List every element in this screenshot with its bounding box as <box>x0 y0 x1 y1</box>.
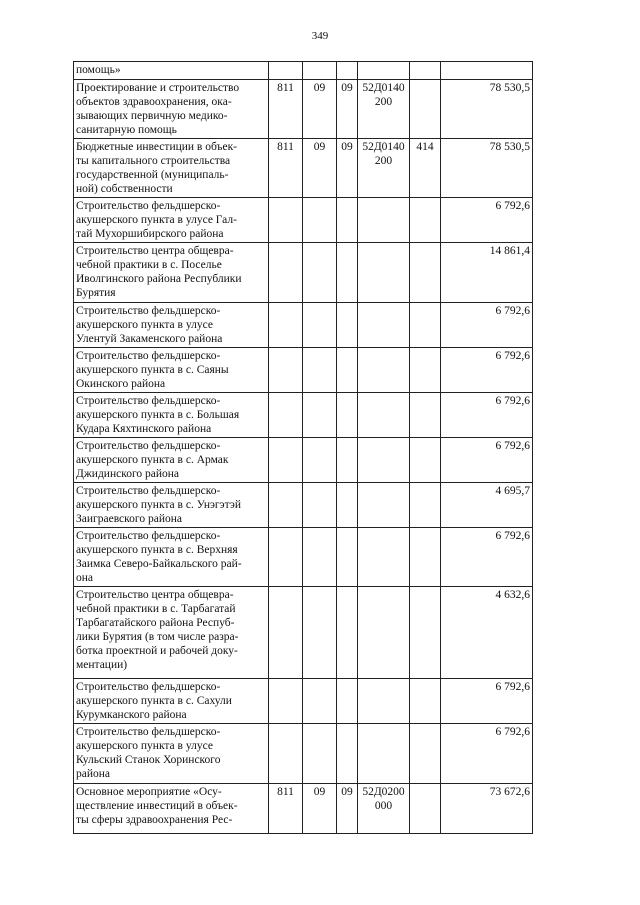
expense-type-cell <box>410 393 441 438</box>
subsection-cell <box>337 438 358 483</box>
row-name-line: лики Бурятия (в том числе разра- <box>76 631 239 643</box>
expense-type-cell <box>410 243 441 303</box>
row-name-line: чебной практики в с. Поселье <box>76 259 222 271</box>
table-row <box>74 303 533 348</box>
row-name-line: района <box>76 768 111 780</box>
table-row <box>74 80 533 139</box>
row-name-line: акушерского пункта в с. Сахули <box>76 695 232 707</box>
section-cell <box>303 348 337 393</box>
row-name-cell <box>74 393 269 438</box>
grbs-cell <box>269 303 303 348</box>
row-name-line: Джидинского района <box>76 468 180 480</box>
target-item-line: 200 <box>374 155 393 167</box>
section-cell: 09 <box>303 784 337 834</box>
row-name-line: Строительство фельдшерско- <box>76 485 221 497</box>
row-name-line: Строительство фельдшерско- <box>76 440 221 452</box>
row-name-line: объектов здравоохранения, ока- <box>76 96 232 108</box>
subsection-cell <box>337 303 358 348</box>
row-name-line: помощь» <box>76 64 121 76</box>
amount-cell: 6 792,6 <box>441 528 533 587</box>
section-cell <box>303 587 337 679</box>
row-name-line: акушерского пункта в с. Саяны <box>76 364 229 376</box>
target-item-cell <box>358 587 410 679</box>
table-body <box>74 62 533 834</box>
amount-cell: 4 632,6 <box>441 587 533 679</box>
row-name-cell <box>74 62 269 80</box>
section-cell <box>303 303 337 348</box>
target-item-cell <box>358 528 410 587</box>
subsection-cell <box>337 724 358 784</box>
row-name-cell <box>74 139 269 198</box>
row-name-line: Кульский Станок Хоринского <box>76 754 221 766</box>
subsection-cell <box>337 348 358 393</box>
expense-type-cell <box>410 528 441 587</box>
grbs-cell: 811 <box>269 80 303 139</box>
amount-cell <box>441 62 533 80</box>
section-cell <box>303 393 337 438</box>
row-name-cell <box>74 438 269 483</box>
grbs-cell <box>269 483 303 528</box>
row-name-line: Кудара Кяхтинского района <box>76 423 212 435</box>
table-row <box>74 679 533 724</box>
row-name-line: Бурятия <box>76 287 116 299</box>
section-cell <box>303 483 337 528</box>
row-name-line: Иволгинского района Республики <box>76 273 242 285</box>
section-cell <box>303 438 337 483</box>
target-item-cell <box>358 243 410 303</box>
subsection-cell <box>337 528 358 587</box>
target-item-line: 000 <box>374 800 393 812</box>
row-name-cell <box>74 80 269 139</box>
row-name-line: Строительство фельдшерско- <box>76 681 221 693</box>
row-name-line: Строительство фельдшерско- <box>76 305 221 317</box>
section-cell <box>303 528 337 587</box>
grbs-cell <box>269 243 303 303</box>
target-item-cell <box>358 483 410 528</box>
row-name-line: Строительство центра общевра- <box>76 245 234 257</box>
target-item-cell <box>358 198 410 243</box>
row-name-line: Основное мероприятие «Осу- <box>76 786 222 798</box>
table-row <box>74 528 533 587</box>
row-name-line: Строительство центра общевра- <box>76 589 234 601</box>
row-name-line: государственной (муниципаль- <box>76 169 229 181</box>
expense-type-cell <box>410 587 441 679</box>
amount-cell: 6 792,6 <box>441 348 533 393</box>
grbs-cell: 811 <box>269 784 303 834</box>
expense-type-cell <box>410 679 441 724</box>
subsection-cell: 09 <box>337 80 358 139</box>
amount-cell: 6 792,6 <box>441 303 533 348</box>
row-name-line: Строительство фельдшерско- <box>76 200 221 212</box>
expense-type-cell <box>410 724 441 784</box>
row-name-cell <box>74 483 269 528</box>
amount-cell: 4 695,7 <box>441 483 533 528</box>
row-name-cell <box>74 348 269 393</box>
row-name-line: зывающих первичную медико- <box>76 110 228 122</box>
row-name-cell <box>74 243 269 303</box>
row-name-line: Окинского района <box>76 378 166 390</box>
row-name-line: акушерского пункта в улусе <box>76 740 213 752</box>
grbs-cell <box>269 348 303 393</box>
table-row <box>74 139 533 198</box>
expense-type-cell <box>410 80 441 139</box>
table-row <box>74 348 533 393</box>
target-item-cell <box>358 80 410 139</box>
row-name-cell <box>74 528 269 587</box>
subsection-cell <box>337 62 358 80</box>
amount-cell: 6 792,6 <box>441 438 533 483</box>
target-item-line: 52Д0200 <box>362 786 405 798</box>
target-item-line: 52Д0140 <box>362 141 405 153</box>
row-name-line: ботка проектной и рабочей доку- <box>76 645 238 657</box>
subsection-cell <box>337 587 358 679</box>
grbs-cell <box>269 198 303 243</box>
subsection-cell <box>337 679 358 724</box>
subsection-cell <box>337 483 358 528</box>
section-cell: 09 <box>303 80 337 139</box>
row-name-line: акушерского пункта в улусе <box>76 319 213 331</box>
target-item-cell <box>358 303 410 348</box>
grbs-cell <box>269 62 303 80</box>
row-name-line: Курумканского района <box>76 709 187 721</box>
section-cell <box>303 724 337 784</box>
row-name-line: Проектирование и строительство <box>76 82 240 94</box>
amount-cell: 73 672,6 <box>441 784 533 834</box>
row-name-line: она <box>76 572 94 584</box>
row-name-line: Строительство фельдшерско- <box>76 395 221 407</box>
row-name-line: ты капитального строительства <box>76 155 231 167</box>
table-row <box>74 784 533 834</box>
row-name-line: Строительство фельдшерско- <box>76 530 221 542</box>
subsection-cell <box>337 393 358 438</box>
row-name-line: Строительство фельдшерско- <box>76 726 221 738</box>
budget-table <box>73 61 533 834</box>
target-item-cell <box>358 139 410 198</box>
subsection-cell <box>337 198 358 243</box>
target-item-cell <box>358 724 410 784</box>
row-name-line: ты сферы здравоохранения Рес- <box>76 814 233 826</box>
target-item-cell <box>358 393 410 438</box>
table-row <box>74 198 533 243</box>
table-row <box>74 483 533 528</box>
target-item-line: 52Д0140 <box>362 82 405 94</box>
row-name-line: акушерского пункта в с. Большая <box>76 409 240 421</box>
grbs-cell <box>269 679 303 724</box>
row-name-line: ществление инвестиций в объек- <box>76 800 238 812</box>
grbs-cell <box>269 393 303 438</box>
row-name-cell <box>74 303 269 348</box>
row-name-line: Строительство фельдшерско- <box>76 350 221 362</box>
expense-type-cell <box>410 303 441 348</box>
table-row <box>74 438 533 483</box>
table-row <box>74 587 533 679</box>
target-item-cell <box>358 438 410 483</box>
row-name-line: акушерского пункта в с. Верхняя <box>76 544 238 556</box>
amount-cell: 78 530,5 <box>441 139 533 198</box>
grbs-cell <box>269 438 303 483</box>
row-name-cell <box>74 587 269 679</box>
target-item-line: 200 <box>374 96 393 108</box>
table-row <box>74 62 533 80</box>
target-item-cell <box>358 784 410 834</box>
row-name-cell <box>74 784 269 834</box>
expense-type-cell: 414 <box>410 139 441 198</box>
row-name-cell <box>74 724 269 784</box>
expense-type-cell <box>410 62 441 80</box>
amount-cell: 6 792,6 <box>441 724 533 784</box>
expense-type-cell <box>410 348 441 393</box>
target-item-cell <box>358 679 410 724</box>
table-row <box>74 243 533 303</box>
expense-type-cell <box>410 483 441 528</box>
row-name-line: акушерского пункта в с. Унэгэтэй <box>76 499 241 511</box>
row-name-line: акушерского пункта в с. Армак <box>76 454 229 466</box>
amount-cell: 78 530,5 <box>441 80 533 139</box>
grbs-cell <box>269 528 303 587</box>
section-cell: 09 <box>303 139 337 198</box>
amount-cell: 14 861,4 <box>441 243 533 303</box>
row-name-line: чебной практики в с. Тарбагатай <box>76 603 236 615</box>
grbs-cell <box>269 724 303 784</box>
amount-cell: 6 792,6 <box>441 679 533 724</box>
page-number: 349 <box>311 30 329 42</box>
row-name-line: ной) собственности <box>76 183 173 195</box>
expense-type-cell <box>410 438 441 483</box>
expense-type-cell <box>410 784 441 834</box>
section-cell <box>303 679 337 724</box>
row-name-line: Бюджетные инвестиции в объек- <box>76 141 238 153</box>
subsection-cell: 09 <box>337 139 358 198</box>
row-name-line: Улентуй Закаменского района <box>76 333 223 345</box>
subsection-cell: 09 <box>337 784 358 834</box>
table-row <box>74 724 533 784</box>
expense-type-cell <box>410 198 441 243</box>
target-item-cell <box>358 348 410 393</box>
section-cell <box>303 62 337 80</box>
table-row <box>74 393 533 438</box>
amount-cell: 6 792,6 <box>441 393 533 438</box>
section-cell <box>303 243 337 303</box>
row-name-line: санитарную помощь <box>76 124 177 136</box>
grbs-cell <box>269 587 303 679</box>
target-item-cell <box>358 62 410 80</box>
grbs-cell: 811 <box>269 139 303 198</box>
subsection-cell <box>337 243 358 303</box>
section-cell <box>303 198 337 243</box>
row-name-line: Заимка Северо-Байкальского рай- <box>76 558 242 570</box>
row-name-line: Заиграевского района <box>76 513 182 525</box>
row-name-cell <box>74 679 269 724</box>
row-name-line: акушерского пункта в улусе Гал- <box>76 214 237 226</box>
row-name-line: Тарбагатайского района Респуб- <box>76 617 235 629</box>
row-name-cell <box>74 198 269 243</box>
row-name-line: тай Мухоршибирского района <box>76 228 224 240</box>
row-name-line: ментации) <box>76 659 128 671</box>
amount-cell: 6 792,6 <box>441 198 533 243</box>
